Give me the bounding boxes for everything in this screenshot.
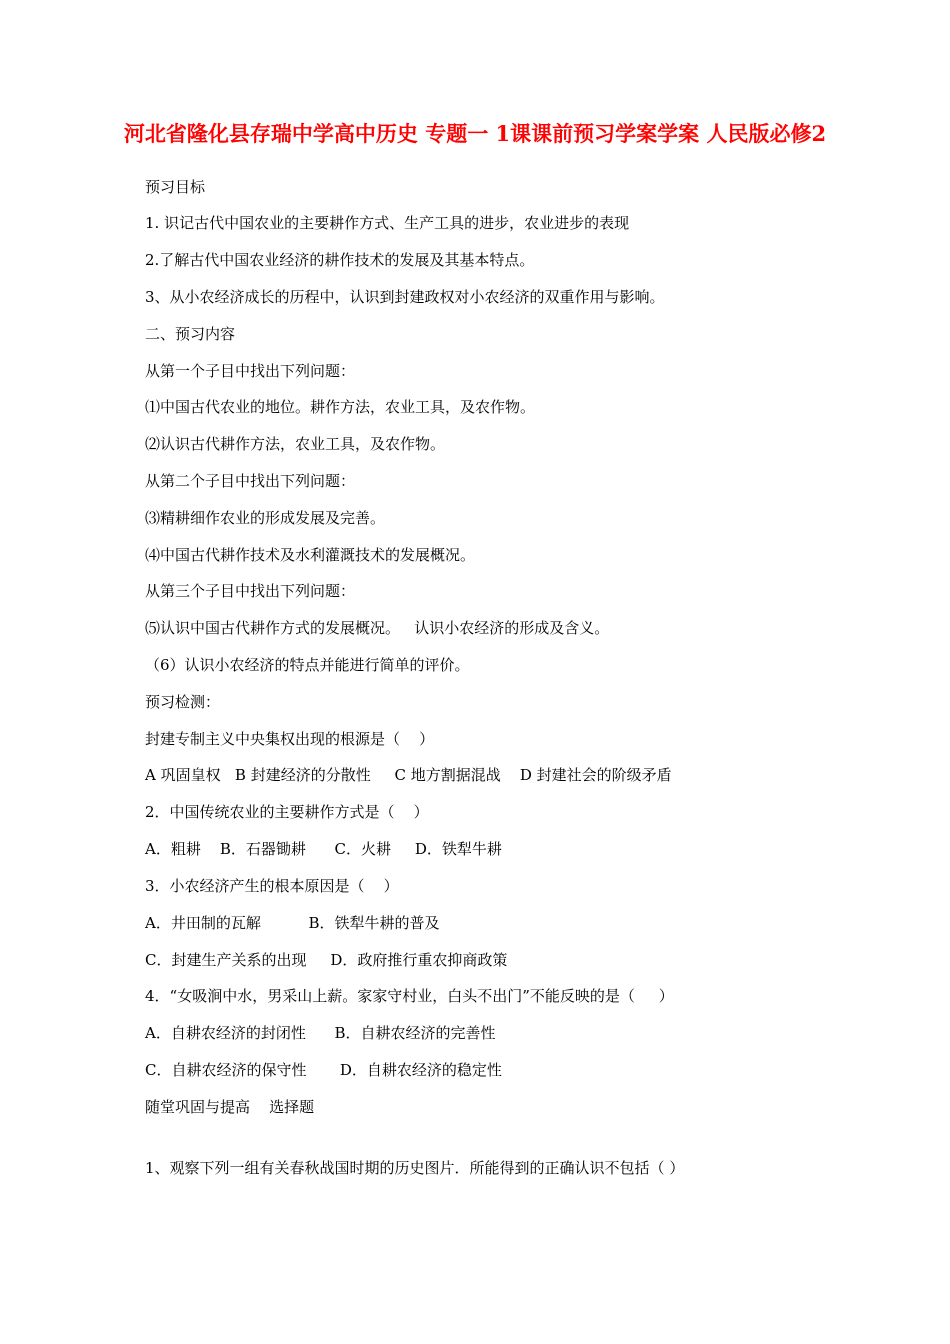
question-line-3: ⑶精耕细作农业的形成发展及完善。 xyxy=(145,509,386,527)
test-options-2: A．粗耕 B．石器锄耕 C．火耕 D．铁犁牛耕 xyxy=(145,840,502,858)
practice-question-1: 1、观察下列一组有关春秋战国时期的历史图片．所能得到的正确认识不包括（ ） xyxy=(145,1159,685,1177)
question-line-1: ⑴中国古代农业的地位。耕作方法，农业工具，及农作物。 xyxy=(145,398,536,416)
section-heading-practice: 随堂巩固与提高 选择题 xyxy=(145,1098,315,1116)
test-options-4b: C．自耕农经济的保守性 D．自耕农经济的稳定性 xyxy=(145,1061,502,1079)
objective-line-2: 2.了解古代中国农业经济的耕作技术的发展及其基本特点。 xyxy=(145,251,535,269)
test-options-1: A 巩固皇权 B 封建经济的分散性 C 地方割据混战 D 封建社会的阶级矛盾 xyxy=(145,766,672,784)
test-question-4: 4．“女吸涧中水，男采山上薪。家家守村业，白头不出门”不能反映的是（ ） xyxy=(145,987,674,1005)
subsection-line-2: 从第二个子目中找出下列问题： xyxy=(145,472,356,490)
test-question-1: 封建专制主义中央集权出现的根源是（ ） xyxy=(145,730,435,748)
document-title: 河北省隆化县存瑞中学高中历史 专题一 1课课前预习学案学案 人民版必修2 xyxy=(123,121,827,146)
section-heading-objectives: 预习目标 xyxy=(145,178,206,196)
test-options-4a: A．自耕农经济的封闭性 B．自耕农经济的完善性 xyxy=(145,1024,496,1042)
section-heading-test: 预习检测： xyxy=(145,693,221,711)
test-options-3b: C．封建生产关系的出现 D．政府推行重农抑商政策 xyxy=(145,951,508,969)
question-line-5: ⑸认识中国古代耕作方式的发展概况。 认识小农经济的形成及含义。 xyxy=(145,619,610,637)
question-line-2: ⑵认识古代耕作方法，农业工具，及农作物。 xyxy=(145,435,446,453)
test-options-3a: A．井田制的瓦解 B．铁犁牛耕的普及 xyxy=(145,914,440,932)
objective-line-3: 3、从小农经济成长的历程中，认识到封建政权对小农经济的双重作用与影响。 xyxy=(145,288,665,306)
question-line-6: （6）认识小农经济的特点并能进行简单的评价。 xyxy=(145,656,470,674)
question-line-4: ⑷中国古代耕作技术及水利灌溉技术的发展概况。 xyxy=(145,546,476,564)
test-question-2: 2．中国传统农业的主要耕作方式是（ ） xyxy=(145,803,429,821)
subsection-line-1: 从第一个子目中找出下列问题： xyxy=(145,362,356,380)
section-heading-content: 二、预习内容 xyxy=(145,325,236,343)
subsection-line-3: 从第三个子目中找出下列问题： xyxy=(145,582,356,600)
objective-line-1: 1. 识记古代中国农业的主要耕作方式、生产工具的进步，农业进步的表现 xyxy=(145,214,630,232)
test-question-3: 3．小农经济产生的根本原因是（ ） xyxy=(145,877,399,895)
